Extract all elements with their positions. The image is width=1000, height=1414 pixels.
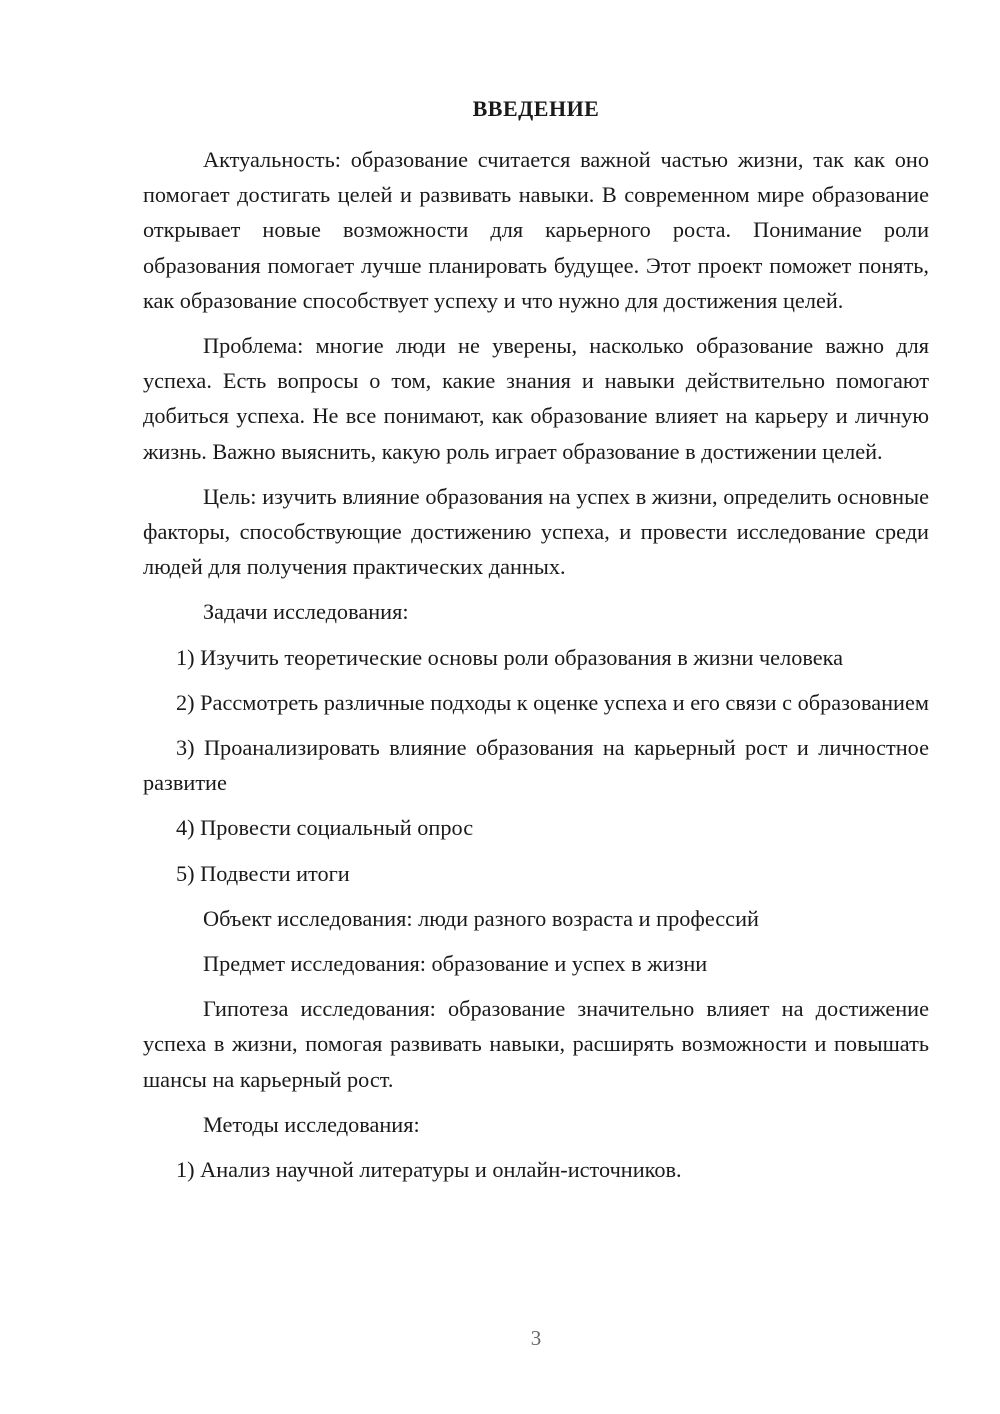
- research-hypothesis: Гипотеза исследования: образование значительно влияет на достижение успеха в жизни, помогая развивать навыки, расширять возможности и повышать шансы на карьерный рост.: [143, 996, 929, 1092]
- task-item-5: 5) Подвести итоги: [176, 860, 350, 886]
- research-object: Объект исследования: люди разного возраста и профессий: [203, 905, 759, 931]
- page-number: 3: [530, 1326, 542, 1350]
- method-item-1: 1) Анализ научной литературы и онлайн-источников.: [176, 1157, 682, 1183]
- body-text: [143, 142, 929, 1187]
- paragraph-problem: Проблема: многие люди не уверены, насколько образование важно для успеха. Есть вопросы о том, какие знания и навыки действительно помогают добиться успеха. Не все понимают, как образование влияет на карьеру и личную жизнь. Важно выяснить, какую роль играет образование в достижении целей.: [143, 333, 929, 464]
- tasks-title: Задачи исследования:: [203, 599, 409, 625]
- task-item-3: 3) Проанализировать влияние образования на карьерный рост и личностное развитие: [143, 735, 929, 796]
- task-item-4: 4) Провести социальный опрос: [176, 815, 474, 841]
- page-title: ВВЕДЕНИЕ: [472, 96, 600, 121]
- paragraph-goal: Цель: изучить влияние образования на успех в жизни, определить основные факторы, способствующие достижению успеха, и провести исследование среди людей для получения практических данных.: [143, 483, 929, 580]
- research-subject: Предмет исследования: образование и успех в жизни: [203, 951, 708, 977]
- task-item-2: 2) Рассмотреть различные подходы к оценке успеха и его связи с образованием: [176, 689, 929, 715]
- task-item-1: 1) Изучить теоретические основы роли образования в жизни человека: [176, 644, 844, 670]
- paragraph-relevance: Актуальность: образование считается важной частью жизни, так как оно помогает достигать целей и развивать навыки. В современном мире образование открывает новые возможности для карьерного роста. Понимание роли образования помогает лучше планировать будущее. Этот проект поможет понять, как образование способствует успеху и что нужно для достижения целей.: [143, 147, 929, 313]
- methods-title: Методы исследования:: [203, 1111, 420, 1137]
